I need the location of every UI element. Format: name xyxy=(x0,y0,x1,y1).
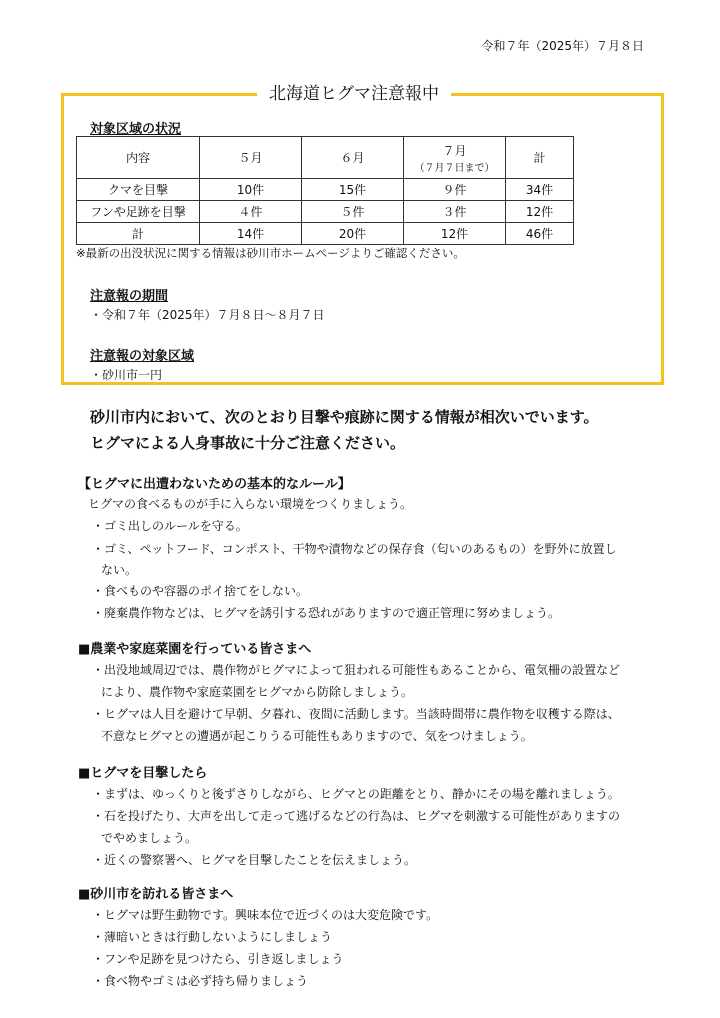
table-cell: ５件 xyxy=(302,201,404,223)
list-item: ない。 xyxy=(101,563,138,577)
list-item: ・近くの警察署へ、ヒグマを目撃したことを伝えましょう。 xyxy=(92,853,417,867)
table-cell: 46件 xyxy=(506,223,574,245)
table-cell: フンや足跡を目撃 xyxy=(77,201,200,223)
table-note: ※最新の出没状況に関する情報は砂川市ホームページよりご確認ください。 xyxy=(76,246,465,260)
list-item: ・フンや足跡を見つけたら、引き返しましょう xyxy=(92,952,344,966)
list-item: ・まずは、ゆっくりと後ずさりしながら、ヒグマとの距離をとり、静かにその場を離れましょう。 xyxy=(92,787,620,801)
table-cell: ４件 xyxy=(200,201,302,223)
visitors-heading: ■砂川市を訪れる皆さまへ xyxy=(78,887,234,902)
col-header-may: ５月 xyxy=(200,137,302,179)
list-item: ・出没地域周辺では、農作物がヒグマによって狙われる可能性もあることから、電気柵の設置など xyxy=(92,663,621,677)
period-heading: 注意報の期間 xyxy=(90,289,169,304)
notice-title: 北海道ヒグマ注意報中 xyxy=(257,83,451,105)
area-heading: 注意報の対象区域 xyxy=(90,349,195,364)
table-cell: 計 xyxy=(77,223,200,245)
table-cell: 10件 xyxy=(200,179,302,201)
area-text: ・砂川市一円 xyxy=(90,368,163,382)
status-table xyxy=(76,136,574,245)
table-cell: 20件 xyxy=(302,223,404,245)
issue-date: 令和７年（2025年）７月８日 xyxy=(481,39,644,53)
col-header-july-note: （７月７日まで） xyxy=(414,162,495,174)
list-item: ・石を投げたり、大声を出して走って逃げるなどの行為は、ヒグマを刺激する可能性がありますの xyxy=(92,809,621,823)
table-cell: 34件 xyxy=(506,179,574,201)
list-item: ・食べものや容器のポイ捨てをしない。 xyxy=(92,584,309,598)
list-item: ・廃棄農作物などは、ヒグマを誘引する恐れがありますので適正管理に努めましょう。 xyxy=(92,606,561,620)
table-cell: 12件 xyxy=(506,201,574,223)
farm-heading: ■農業や家庭菜園を行っている皆さまへ xyxy=(78,642,312,657)
list-item: ・食べ物やゴミは必ず持ち帰りましょう xyxy=(92,974,309,988)
col-header-july xyxy=(404,137,506,179)
list-item: ・ゴミ出しのルールを守る。 xyxy=(92,519,248,533)
col-header-june: ６月 xyxy=(302,137,404,179)
list-item: により、農作物や家庭菜園をヒグマから防除しましょう。 xyxy=(101,685,414,699)
table-cell: 14件 xyxy=(200,223,302,245)
col-header-content: 内容 xyxy=(77,137,200,179)
list-item: でやめましょう。 xyxy=(101,831,198,845)
sighting-heading: ■ヒグマを目撃したら xyxy=(78,766,208,781)
table-row xyxy=(77,223,574,245)
table-row xyxy=(77,179,574,201)
table-cell: ３件 xyxy=(404,201,506,223)
list-item: ・ゴミ、ペットフード、コンポスト、干物や漬物などの保存食（匂いのあるもの）を野外に放置し xyxy=(92,542,617,556)
lead-line-1: 砂川市内において、次のとおり目撃や痕跡に関する情報が相次いでいます。 xyxy=(90,408,599,426)
list-item: 不意なヒグマとの遭遇が起こりうる可能性もありますので、気をつけましょう。 xyxy=(101,729,533,743)
table-cell: 15件 xyxy=(302,179,404,201)
period-text: ・令和７年（2025年）７月８日～８月７日 xyxy=(90,308,325,322)
list-item: ・ヒグマは野生動物です。興味本位で近づくのは大変危険です。 xyxy=(92,908,439,922)
list-item: ・薄暗いときは行動しないようにしましょう xyxy=(92,930,333,944)
col-header-july-label: ７月 xyxy=(442,143,467,158)
col-header-total: 計 xyxy=(506,137,574,179)
table-row xyxy=(77,201,574,223)
lead-line-2: ヒグマによる人身事故に十分ご注意ください。 xyxy=(90,434,406,452)
table-cell: 12件 xyxy=(404,223,506,245)
rules-intro: ヒグマの食べるものが手に入らない環境をつくりましょう。 xyxy=(88,497,413,511)
status-heading: 対象区域の状況 xyxy=(90,122,182,137)
list-item: ・ヒグマは人目を避けて早朝、夕暮れ、夜間に活動します。当該時間帯に農作物を収穫する際は、 xyxy=(92,707,620,721)
table-cell: ９件 xyxy=(404,179,506,201)
table-cell: クマを目撃 xyxy=(77,179,200,201)
rules-heading: 【ヒグマに出遭わないための基本的なルール】 xyxy=(78,477,351,492)
